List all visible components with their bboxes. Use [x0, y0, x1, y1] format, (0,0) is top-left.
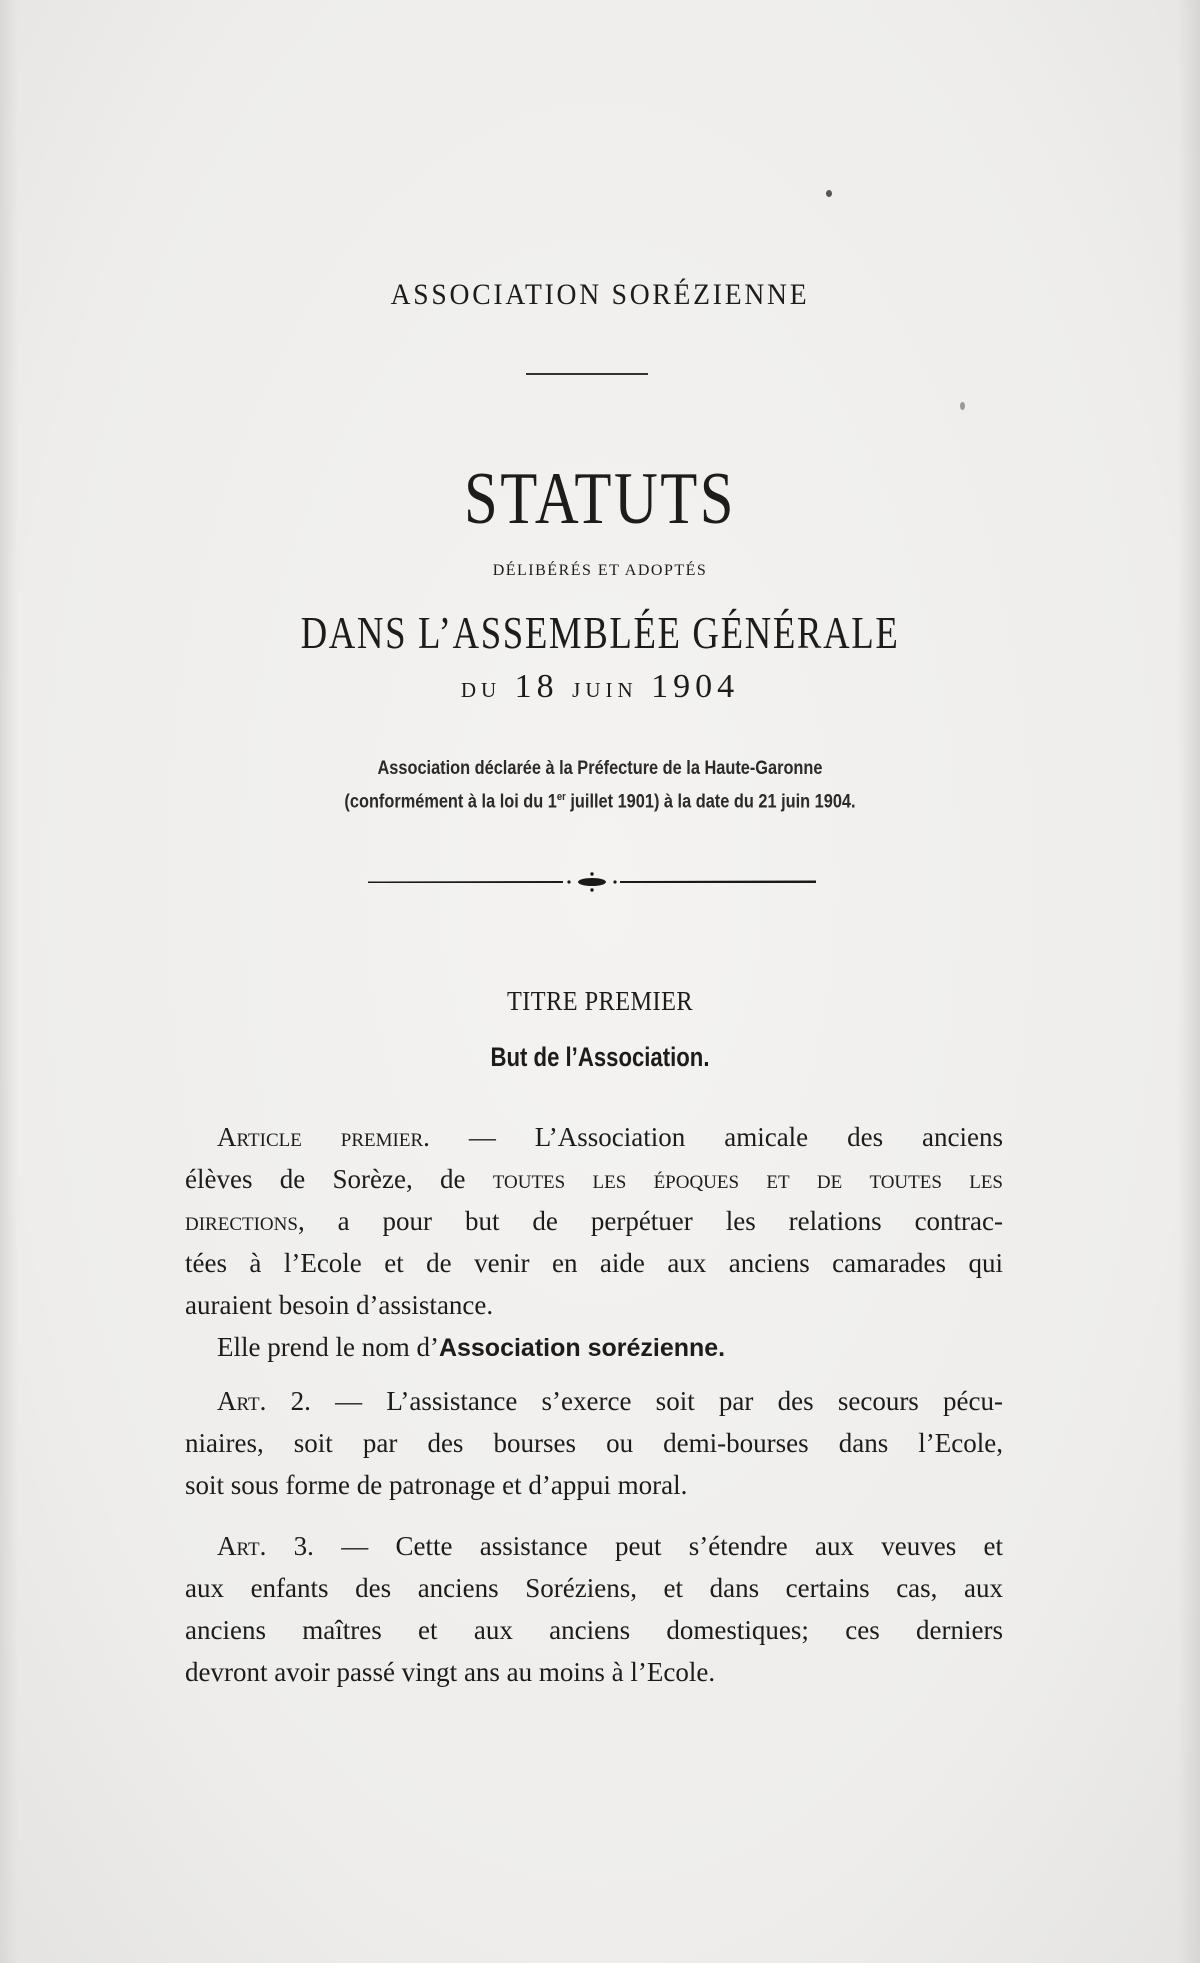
article-line: [185, 1525, 1003, 1567]
document-title: STATUTS: [464, 458, 736, 540]
subtitle-small: DÉLIBÉRÉS ET ADOPTÉS: [492, 562, 708, 579]
ornament-dot: [590, 872, 593, 875]
organization-name: ASSOCIATION SORÉZIENNE: [390, 278, 810, 311]
article-text: élèves de Sorèze, de: [185, 1164, 493, 1194]
article-text: — Cette assistance peut s’étendre aux veuves et: [341, 1531, 1004, 1561]
declaration-text: (conformément à la loi du 1: [344, 791, 557, 813]
article-1-note: [185, 1326, 1003, 1368]
article-line: anciens maîtres et aux anciens domestiques; ces derniers: [185, 1615, 1003, 1645]
article-line: [185, 1326, 1003, 1368]
ornament-divider: [368, 872, 816, 892]
article-1: [185, 1116, 1003, 1326]
article-line: tées à l’Ecole et de venir en aide aux anciens camarades qui: [185, 1248, 1003, 1278]
paper-speck: [960, 402, 965, 410]
date-day: 18: [514, 668, 559, 705]
article-text: , a pour but de perpétuer les relations contrac-: [297, 1206, 1003, 1236]
date-prefix: du: [460, 671, 502, 704]
article-line: aux enfants des anciens Soréziens, et dans certains cas, aux: [185, 1573, 1003, 1603]
ornament-line-left: [368, 881, 563, 883]
article-text: — L’assistance s’exerce soit par des secours pécu-: [335, 1386, 1004, 1416]
date-year: 1904: [651, 668, 740, 705]
declaration-line-1: Association déclarée à la Préfecture de la Haute-Garonne: [377, 758, 823, 779]
article-text: — L’Association amicale des anciens: [468, 1122, 1003, 1152]
article-line: [185, 1158, 1003, 1200]
assembly-date: [0, 670, 1200, 704]
article-line: [185, 1380, 1003, 1422]
article-3: [185, 1525, 1003, 1693]
article-label: Article premier.: [217, 1122, 430, 1152]
ornament-line-right: [620, 881, 816, 884]
article-label: Art. 3.: [217, 1531, 314, 1561]
declaration-text: juillet 1901) à la date du 21 juin 1904.: [565, 791, 856, 813]
article-line: [185, 1116, 1003, 1158]
article-emphasis: directions: [185, 1206, 298, 1236]
ornament-center: [578, 878, 606, 886]
article-line: niaires, soit par des bourses ou demi-bourses dans l’Ecole,: [185, 1428, 1003, 1458]
ornament-dot: [613, 880, 616, 883]
association-name: Association sorézienne.: [438, 1334, 726, 1362]
page-edge-shadow: [0, 0, 18, 1963]
article-2: [185, 1380, 1003, 1506]
article-label: Art. 2.: [217, 1386, 311, 1416]
page-edge-shadow: [1178, 0, 1200, 1963]
article-line: soit sous forme de patronage et d’appui moral.: [185, 1470, 688, 1500]
article-line: devront avoir passé vingt ans au moins à l’Ecole.: [185, 1657, 716, 1687]
article-text: Elle prend le nom d’: [217, 1332, 439, 1362]
date-month: juin: [572, 671, 638, 704]
section-title: TITRE PREMIER: [506, 986, 694, 1016]
paper-speck: [826, 190, 832, 197]
article-line: [185, 1200, 1003, 1242]
ornament-dot: [567, 880, 570, 883]
section-heading: But de l’Association.: [490, 1042, 710, 1072]
article-emphasis: toutes les époques et de toutes les: [492, 1164, 1003, 1194]
subtitle-large: DANS L’ASSEMBLÉE GÉNÉRALE: [300, 607, 900, 658]
article-line: auraient besoin d’assistance.: [185, 1290, 494, 1320]
ornament-dot: [590, 888, 593, 891]
divider-rule: [526, 373, 648, 375]
declaration-superscript: er: [556, 791, 566, 803]
declaration-line-2: [84, 791, 1116, 813]
